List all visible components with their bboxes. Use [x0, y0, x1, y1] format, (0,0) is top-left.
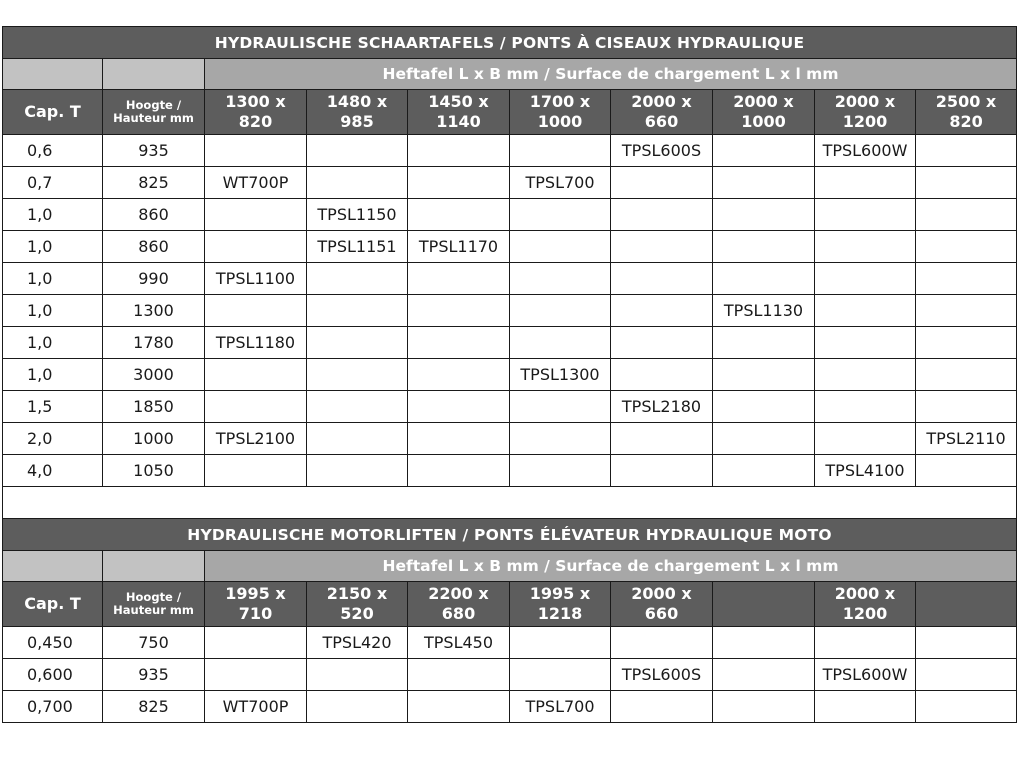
- capacity-cell: 1,0: [3, 295, 103, 327]
- dimension-width: 710: [238, 604, 273, 623]
- model-cell: [205, 455, 307, 487]
- model-cell: [307, 659, 408, 691]
- model-cell: [713, 455, 815, 487]
- model-cell: [916, 691, 1017, 723]
- table-row: [3, 423, 1017, 455]
- section2-surface-row: [3, 551, 1017, 582]
- model-cell: [205, 659, 307, 691]
- model-cell: TPSL2110: [916, 423, 1017, 455]
- model-cell: WT700P: [205, 167, 307, 199]
- model-cell: [611, 423, 713, 455]
- dimension-header: [916, 582, 1017, 627]
- section1-surface-row: [3, 59, 1017, 90]
- model-cell: [713, 231, 815, 263]
- model-cell: [408, 359, 510, 391]
- model-cell: [307, 391, 408, 423]
- model-cell: [713, 135, 815, 167]
- capacity-cell: 1,5: [3, 391, 103, 423]
- dimension-length: 2000 x: [631, 92, 692, 111]
- dimension-length: 1700 x: [529, 92, 591, 111]
- model-cell: TPSL2180: [611, 391, 713, 423]
- model-cell: [815, 359, 916, 391]
- model-cell: [205, 391, 307, 423]
- dimension-header: [815, 582, 916, 627]
- section2-header-row: [3, 582, 1017, 627]
- height-cell: 1300: [103, 295, 205, 327]
- model-cell: [713, 359, 815, 391]
- model-cell: [408, 455, 510, 487]
- model-cell: [713, 391, 815, 423]
- height-cell: 860: [103, 231, 205, 263]
- model-cell: [611, 263, 713, 295]
- capacity-cell: 1,0: [3, 263, 103, 295]
- model-cell: [510, 199, 611, 231]
- model-cell: [815, 627, 916, 659]
- table-row: [3, 231, 1017, 263]
- model-cell: [815, 391, 916, 423]
- model-cell: [916, 359, 1017, 391]
- model-cell: [916, 295, 1017, 327]
- height-header-line-1: Hoogte /: [125, 590, 182, 604]
- model-cell: TPSL1180: [205, 327, 307, 359]
- model-cell: [815, 423, 916, 455]
- surface-label: Heftafel L x B mm / Surface de chargement L x l mm: [205, 59, 1017, 90]
- dimension-header: [510, 90, 611, 135]
- model-cell: [611, 627, 713, 659]
- model-cell: [307, 455, 408, 487]
- capacity-cell: 4,0: [3, 455, 103, 487]
- height-header: [103, 582, 205, 627]
- model-cell: [510, 659, 611, 691]
- dimension-width: 1000: [537, 112, 583, 131]
- product-tables: [2, 26, 1016, 723]
- height-cell: 1780: [103, 327, 205, 359]
- model-cell: [916, 391, 1017, 423]
- table-row: [3, 167, 1017, 199]
- model-cell: [307, 135, 408, 167]
- dimension-length: 1450 x: [428, 92, 489, 111]
- model-cell: [916, 231, 1017, 263]
- blank-cell: [3, 551, 103, 582]
- model-cell: [205, 359, 307, 391]
- dimension-header: [611, 90, 713, 135]
- model-cell: [408, 391, 510, 423]
- model-cell: [408, 423, 510, 455]
- model-cell: [916, 455, 1017, 487]
- model-cell: [408, 327, 510, 359]
- dimension-length: 1480 x: [326, 92, 388, 111]
- model-cell: TPSL1300: [510, 359, 611, 391]
- height-cell: 990: [103, 263, 205, 295]
- model-cell: [916, 263, 1017, 295]
- capacity-cell: 0,700: [3, 691, 103, 723]
- model-cell: TPSL1151: [307, 231, 408, 263]
- model-cell: [611, 295, 713, 327]
- model-cell: [307, 423, 408, 455]
- model-cell: [510, 627, 611, 659]
- model-cell: TPSL600W: [815, 659, 916, 691]
- model-cell: TPSL600S: [611, 135, 713, 167]
- dimension-header: [205, 582, 307, 627]
- table-row: [3, 391, 1017, 423]
- capacity-cell: 1,0: [3, 359, 103, 391]
- model-cell: [510, 135, 611, 167]
- section1-title-row: [3, 27, 1017, 59]
- dimension-length: 2000 x: [733, 92, 794, 111]
- table-row: [3, 135, 1017, 167]
- model-cell: [815, 231, 916, 263]
- section-title: HYDRAULISCHE SCHAARTAFELS / PONTS À CISEAUX HYDRAULIQUE: [3, 27, 1017, 59]
- model-cell: [205, 295, 307, 327]
- model-cell: [510, 295, 611, 327]
- capacity-cell: 1,0: [3, 231, 103, 263]
- dimension-header: [408, 582, 510, 627]
- dimension-header: [307, 582, 408, 627]
- height-cell: 3000: [103, 359, 205, 391]
- dimension-length: 2000 x: [834, 584, 896, 603]
- model-cell: WT700P: [205, 691, 307, 723]
- dimension-length: 1995 x: [225, 584, 286, 603]
- height-cell: 935: [103, 659, 205, 691]
- model-cell: [611, 359, 713, 391]
- model-cell: [408, 691, 510, 723]
- model-cell: [916, 627, 1017, 659]
- capacity-cell: 1,0: [3, 327, 103, 359]
- table-row: [3, 327, 1017, 359]
- model-cell: [408, 659, 510, 691]
- height-header-line-2: Hauteur mm: [113, 603, 194, 617]
- model-cell: [611, 455, 713, 487]
- dimension-width: 660: [644, 112, 679, 131]
- blank-cell: [3, 59, 103, 90]
- model-cell: [815, 327, 916, 359]
- height-cell: 1000: [103, 423, 205, 455]
- dimension-header: [611, 582, 713, 627]
- model-cell: TPSL1130: [713, 295, 815, 327]
- model-cell: TPSL700: [510, 691, 611, 723]
- model-cell: TPSL4100: [815, 455, 916, 487]
- model-cell: [815, 263, 916, 295]
- table-row: [3, 659, 1017, 691]
- model-cell: [510, 423, 611, 455]
- capacity-cell: 0,450: [3, 627, 103, 659]
- dimension-length: 1300 x: [225, 92, 286, 111]
- table-row: [3, 691, 1017, 723]
- model-cell: TPSL420: [307, 627, 408, 659]
- capacity-cell: 0,7: [3, 167, 103, 199]
- height-cell: 1050: [103, 455, 205, 487]
- model-cell: [713, 627, 815, 659]
- capacity-cell: 2,0: [3, 423, 103, 455]
- dimension-width: 660: [644, 604, 679, 623]
- dimension-length: 2200 x: [428, 584, 489, 603]
- dimension-header: [510, 582, 611, 627]
- dimension-header: [307, 90, 408, 135]
- model-cell: [611, 327, 713, 359]
- dimension-length: 2000 x: [834, 92, 896, 111]
- model-cell: TPSL600W: [815, 135, 916, 167]
- cap-header: Cap. T: [3, 582, 103, 627]
- model-cell: [916, 167, 1017, 199]
- model-cell: TPSL2100: [205, 423, 307, 455]
- model-cell: [408, 167, 510, 199]
- model-cell: [307, 167, 408, 199]
- table-row: [3, 359, 1017, 391]
- dimension-length: 1995 x: [529, 584, 591, 603]
- dimension-header: [916, 90, 1017, 135]
- dimension-width: 820: [949, 112, 983, 131]
- model-cell: [713, 327, 815, 359]
- model-cell: [713, 199, 815, 231]
- dimension-header: [815, 90, 916, 135]
- model-cell: [307, 327, 408, 359]
- model-cell: [611, 231, 713, 263]
- section-separator: [3, 487, 1017, 519]
- product-table: [2, 26, 1017, 723]
- height-cell: 825: [103, 167, 205, 199]
- model-cell: [205, 231, 307, 263]
- dimension-header: [713, 582, 815, 627]
- model-cell: [815, 295, 916, 327]
- model-cell: [205, 199, 307, 231]
- model-cell: [611, 691, 713, 723]
- dimension-width: 520: [340, 604, 374, 623]
- model-cell: [510, 455, 611, 487]
- model-cell: [408, 199, 510, 231]
- model-cell: [510, 231, 611, 263]
- dimension-width: 1200: [842, 112, 888, 131]
- model-cell: [815, 199, 916, 231]
- dimension-header: [713, 90, 815, 135]
- table-row: [3, 295, 1017, 327]
- model-cell: [916, 199, 1017, 231]
- model-cell: [205, 135, 307, 167]
- height-cell: 750: [103, 627, 205, 659]
- model-cell: TPSL1170: [408, 231, 510, 263]
- blank-cell: [103, 551, 205, 582]
- cap-header: Cap. T: [3, 90, 103, 135]
- dimension-width: 985: [340, 112, 374, 131]
- model-cell: [510, 391, 611, 423]
- model-cell: [307, 359, 408, 391]
- model-cell: [408, 295, 510, 327]
- section1-header-row: [3, 90, 1017, 135]
- dimension-width: 1218: [537, 604, 583, 623]
- dimension-header: [408, 90, 510, 135]
- table-row: [3, 199, 1017, 231]
- dimension-length: 2000 x: [631, 584, 692, 603]
- height-header-line-2: Hauteur mm: [113, 111, 194, 125]
- height-cell: 1850: [103, 391, 205, 423]
- height-cell: 935: [103, 135, 205, 167]
- model-cell: [815, 167, 916, 199]
- model-cell: [408, 263, 510, 295]
- model-cell: [408, 135, 510, 167]
- model-cell: [916, 135, 1017, 167]
- height-cell: 825: [103, 691, 205, 723]
- table-row: [3, 263, 1017, 295]
- table-row: [3, 455, 1017, 487]
- capacity-cell: 0,600: [3, 659, 103, 691]
- section2-title-row: [3, 519, 1017, 551]
- model-cell: TPSL700: [510, 167, 611, 199]
- section-title: HYDRAULISCHE MOTORLIFTEN / PONTS ÉLÉVATEUR HYDRAULIQUE MOTO: [3, 519, 1017, 551]
- model-cell: [713, 659, 815, 691]
- dimension-width: 1200: [842, 604, 888, 623]
- model-cell: [611, 199, 713, 231]
- separator-cell: [3, 487, 1017, 519]
- model-cell: TPSL1100: [205, 263, 307, 295]
- model-cell: TPSL600S: [611, 659, 713, 691]
- height-header-line-1: Hoogte /: [125, 98, 182, 112]
- dimension-width: 1000: [741, 112, 786, 131]
- model-cell: [307, 295, 408, 327]
- dimension-length: 2500 x: [935, 92, 997, 111]
- model-cell: TPSL1150: [307, 199, 408, 231]
- capacity-cell: 1,0: [3, 199, 103, 231]
- dimension-width: 680: [441, 604, 476, 623]
- model-cell: [307, 691, 408, 723]
- model-cell: [611, 167, 713, 199]
- model-cell: TPSL450: [408, 627, 510, 659]
- table-row: [3, 627, 1017, 659]
- model-cell: [713, 263, 815, 295]
- capacity-cell: 0,6: [3, 135, 103, 167]
- model-cell: [510, 327, 611, 359]
- model-cell: [916, 327, 1017, 359]
- dimension-width: 1140: [436, 112, 481, 131]
- model-cell: [916, 659, 1017, 691]
- dimension-header: [205, 90, 307, 135]
- model-cell: [510, 263, 611, 295]
- dimension-length: 2150 x: [326, 584, 388, 603]
- model-cell: [713, 423, 815, 455]
- model-cell: [815, 691, 916, 723]
- model-cell: [205, 627, 307, 659]
- model-cell: [713, 691, 815, 723]
- model-cell: [713, 167, 815, 199]
- surface-label: Heftafel L x B mm / Surface de chargement L x l mm: [205, 551, 1017, 582]
- blank-cell: [103, 59, 205, 90]
- dimension-width: 820: [238, 112, 273, 131]
- height-cell: 860: [103, 199, 205, 231]
- height-header: [103, 90, 205, 135]
- model-cell: [307, 263, 408, 295]
